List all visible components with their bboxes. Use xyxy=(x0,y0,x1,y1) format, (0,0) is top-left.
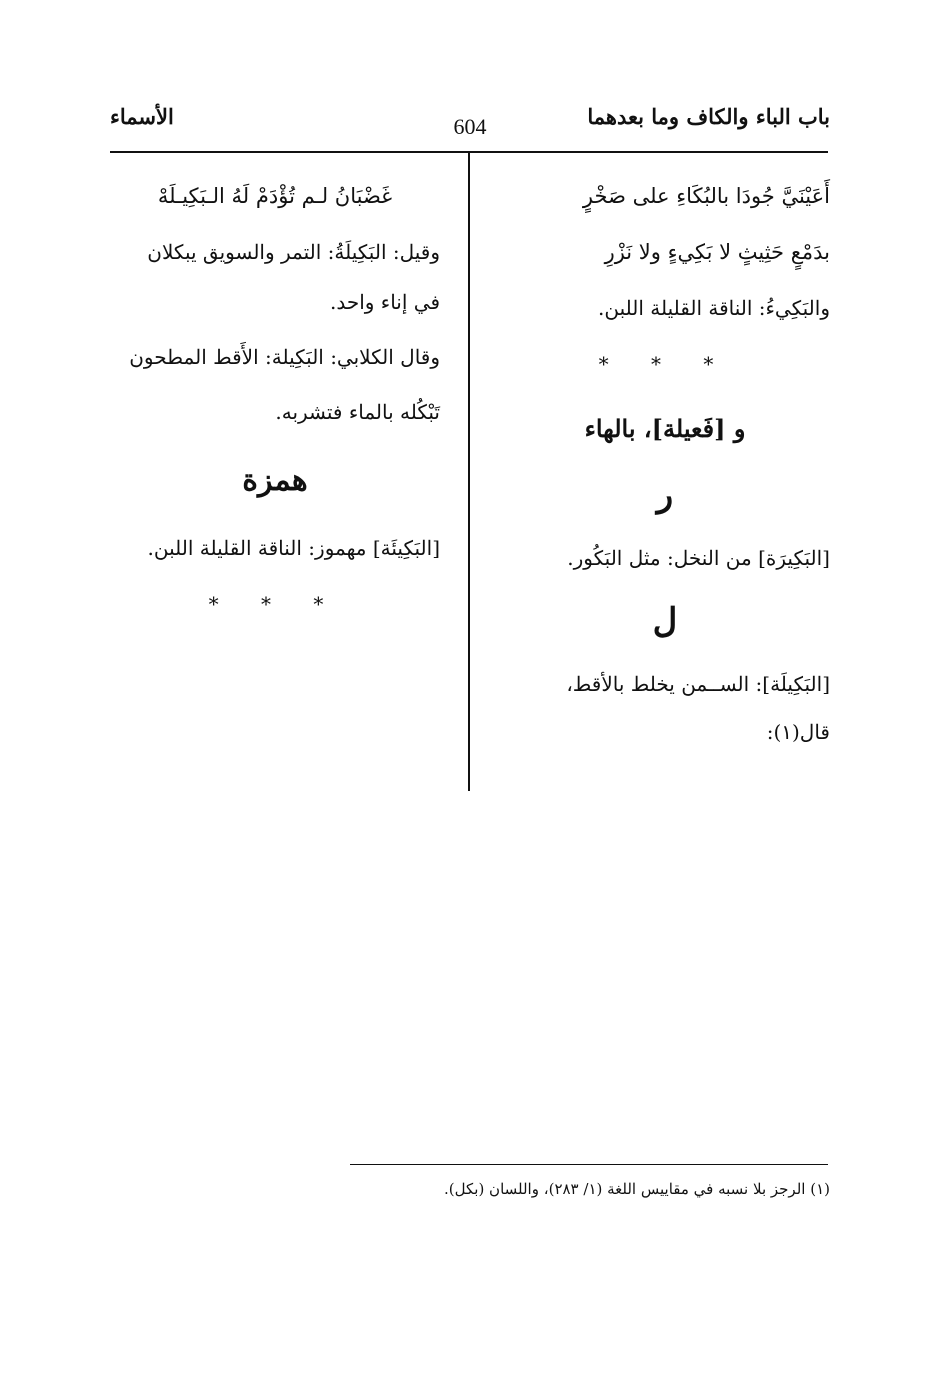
verse-line-3: غَضْبَانُ لـم تُؤْدَمْ لَهُ الـبَكِيـلَهْ xyxy=(157,184,393,208)
letter-heading-ra: ر xyxy=(656,475,674,515)
section-heading-faila: و [فَعيلة]، بالهاء xyxy=(584,414,746,443)
footnote: (١) الرجز بلا نسبه في مقاييس اللغة (١/ ٢٨٣)، واللسان (بكل). xyxy=(444,1180,830,1198)
entry-bakira: [البَكِيرَة] من النخل: مثل البَكُور. xyxy=(567,546,830,570)
chapter-title: باب الباء والكاف وما بعدهما xyxy=(587,104,830,129)
entry-kilabi-line-1: وقال الكلابي: البَكِيلة: الأَقط المطحون xyxy=(129,345,440,369)
verse-line-2: بدَمْعٍ حَثِيثٍ لا بَكِيءٍ ولا نَزْرِ xyxy=(604,240,830,264)
entry-qila-line-1: وقيل: البَكِيلَةُ: التمر والسويق يبكلان xyxy=(147,240,440,264)
entry-qila-line-2: في إناء واحد. xyxy=(330,290,440,314)
hamza-heading: همزة xyxy=(242,463,308,498)
letter-heading-lam: ل xyxy=(652,601,678,641)
entry-bakia: [البَكِيئَة] مهموز: الناقة القليلة اللبن. xyxy=(147,536,440,560)
entry-qala: قال(١): xyxy=(766,720,830,744)
footnote-rule xyxy=(350,1164,828,1165)
separator-stars-2: * * * xyxy=(208,592,342,616)
separator-stars: * * * xyxy=(598,352,732,376)
right-column xyxy=(500,168,830,752)
page-number: 604 xyxy=(453,114,487,139)
entry-bakiy: والبَكِيءُ: الناقة القليلة اللبن. xyxy=(598,296,830,320)
entry-bakila: [البَكِيلَة]: الســمن يخلط بالأقط، xyxy=(566,672,830,696)
verse-line-1: أَعَيْنَيَّ جُودَا بالبُكَاءِ على صَخْرٍ xyxy=(582,184,830,208)
entry-kilabi-line-2: تَبْكُله بالماء فتشربه. xyxy=(275,400,440,424)
section-title: الأسماء xyxy=(110,104,174,129)
left-column xyxy=(110,168,440,632)
column-divider xyxy=(468,153,470,791)
